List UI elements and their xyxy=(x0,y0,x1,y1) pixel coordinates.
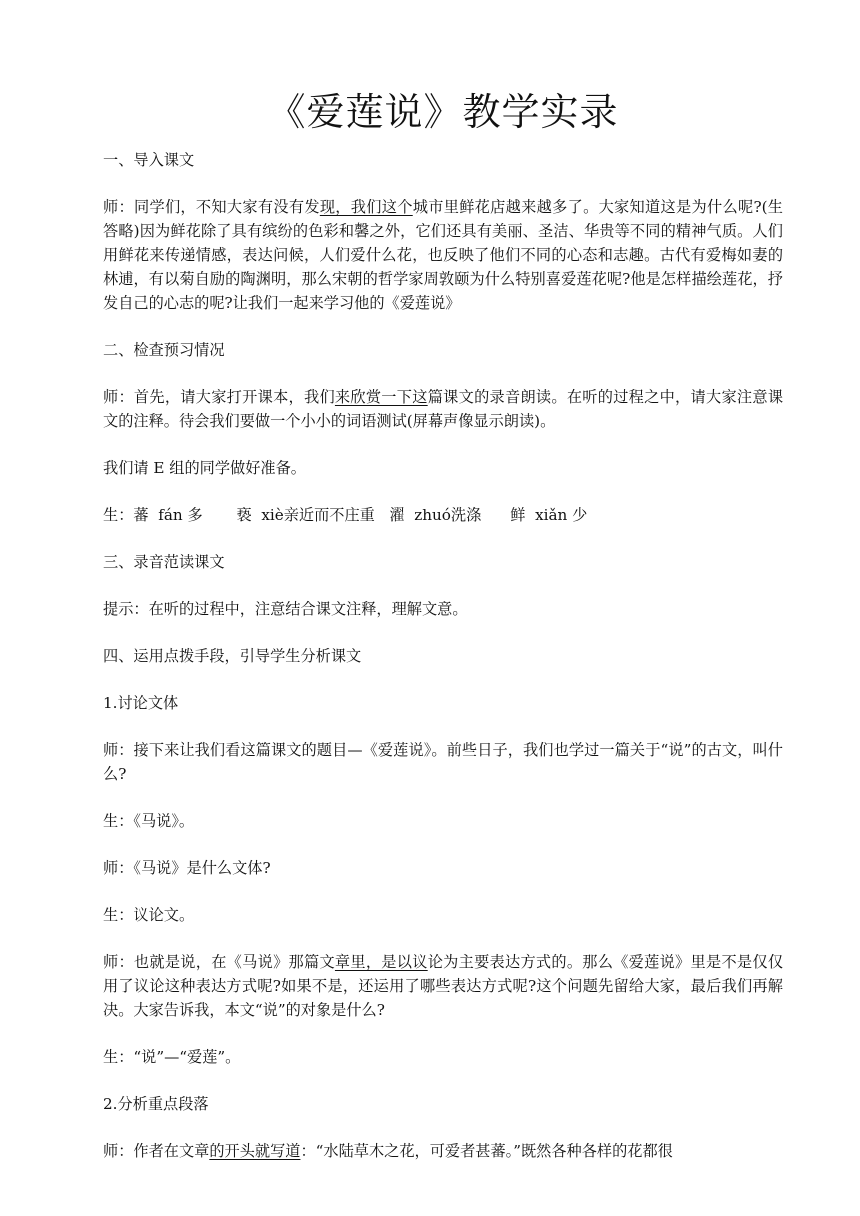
text-segment: 四、运用点拨手段，引导学生分析课文 xyxy=(103,647,362,665)
section-heading-2 xyxy=(103,338,783,362)
paragraph-gap xyxy=(103,433,783,456)
text-segment: 生：蕃 fán 多 亵 xiè亲近而不庄重 濯 zhuó洗涤 鲜 xiǎn 少 xyxy=(103,506,588,524)
paragraph-gap xyxy=(103,362,783,385)
paragraph-gap xyxy=(103,172,783,195)
paragraph-gap xyxy=(103,621,783,644)
paragraph-gap xyxy=(103,1116,783,1139)
paragraph-11 xyxy=(103,1139,783,1163)
paragraph-gap xyxy=(103,715,783,738)
document-page xyxy=(103,84,783,1163)
paragraph-2 xyxy=(103,385,783,433)
underlined-text: 来欣赏一下这 xyxy=(334,388,428,406)
paragraph-8 xyxy=(103,903,783,927)
text-segment: 我们请 E 组的同学做好准备。 xyxy=(103,459,306,477)
paragraph-gap xyxy=(103,527,783,550)
text-segment: 生：“说”—“爱莲”。 xyxy=(103,1048,241,1066)
text-segment: 师：《马说》是什么文体? xyxy=(103,859,271,877)
paragraph-gap xyxy=(103,668,783,691)
paragraph-1 xyxy=(103,195,783,315)
paragraph-gap xyxy=(103,786,783,809)
underlined-text: 章里，是以议 xyxy=(334,953,428,971)
pinyin-line xyxy=(103,503,783,527)
paragraph-gap xyxy=(103,880,783,903)
text-segment: 三、录音范读课文 xyxy=(103,553,225,571)
text-segment: 篇课文的录音朗读。在听的过程之中，请大家注意课文的注释。待会我们要做一个小小的词语测试(屏幕声像显示朗读)。 xyxy=(103,388,784,430)
text-segment: 论为主要表达方式的。那么《爱莲说》里是不是仅仅用了议论这种表达方式呢?如果不是，还运用了哪些表达方式呢?这个问题先留给大家，最后我们再解决。大家告诉我，本文“说”的对象是什么? xyxy=(103,953,784,1019)
section-heading-3 xyxy=(103,550,783,574)
subheading-1 xyxy=(103,691,783,715)
paragraph-gap xyxy=(103,480,783,503)
text-segment: 二、检查预习情况 xyxy=(103,341,225,359)
paragraph-gap xyxy=(103,574,783,597)
paragraph-9 xyxy=(103,950,783,1022)
subheading-2 xyxy=(103,1092,783,1116)
text-segment: 城市里鲜花店越来越多了。大家知道这是为什么呢?(生答略)因为鲜花除了具有缤纷的色彩和馨之外，它们还具有美丽、圣洁、华贵等不同的精神气质。人们用鲜花来传递情感，表达问候，人们爱什么花，也反映了他们不同的心态和志趣。古代有爱梅如妻的林逋，有以菊自励的陶渊明，那么宋朝的哲学家周敦颐为什么特别喜爱莲花呢?他是怎样描绘莲花，抒发自己的心志的呢?让我们一起来学习他的《爱莲说》 xyxy=(103,198,783,312)
paragraph-gap xyxy=(103,1069,783,1092)
text-segment: 提示：在听的过程中，注意结合课文注释，理解文意。 xyxy=(103,600,468,618)
paragraph-7 xyxy=(103,856,783,880)
underlined-text: 的开头就写道 xyxy=(209,1142,301,1160)
paragraph-3 xyxy=(103,456,783,480)
paragraph-gap xyxy=(103,1022,783,1045)
paragraph-gap xyxy=(103,315,783,338)
text-segment: 师：作者在文章 xyxy=(103,1142,210,1160)
text-segment: 1.讨论文体 xyxy=(103,694,179,712)
text-segment: ：“水陆草木之花，可爱者甚蕃。”既然各种各样的花都很 xyxy=(300,1142,673,1160)
text-segment: 师：同学们，不知大家有没有发 xyxy=(103,198,320,216)
paragraph-4 xyxy=(103,597,783,621)
text-segment: 师：也就是说，在《马说》那篇文 xyxy=(103,953,335,971)
paragraph-gap xyxy=(103,927,783,950)
text-segment: 师：首先，请大家打开课本，我们 xyxy=(103,388,335,406)
paragraph-6 xyxy=(103,809,783,833)
text-segment: 生：议论文。 xyxy=(103,906,195,924)
text-segment: 师：接下来让我们看这篇课文的题目—《爱莲说》。前些日子，我们也学过一篇关于“说”的古文，叫什么? xyxy=(103,741,783,783)
text-segment: 2.分析重点段落 xyxy=(103,1095,209,1113)
paragraph-5 xyxy=(103,738,783,786)
paragraph-10 xyxy=(103,1045,783,1069)
paragraph-gap xyxy=(103,833,783,856)
document-title: 《爱莲说》教学实录 xyxy=(267,90,619,134)
document-body xyxy=(103,148,783,1163)
underlined-text: 现，我们这个 xyxy=(319,198,413,216)
text-segment: 生：《马说》。 xyxy=(103,812,195,830)
section-heading-1 xyxy=(103,148,783,172)
text-segment: 一、导入课文 xyxy=(103,151,195,169)
section-heading-4 xyxy=(103,644,783,668)
